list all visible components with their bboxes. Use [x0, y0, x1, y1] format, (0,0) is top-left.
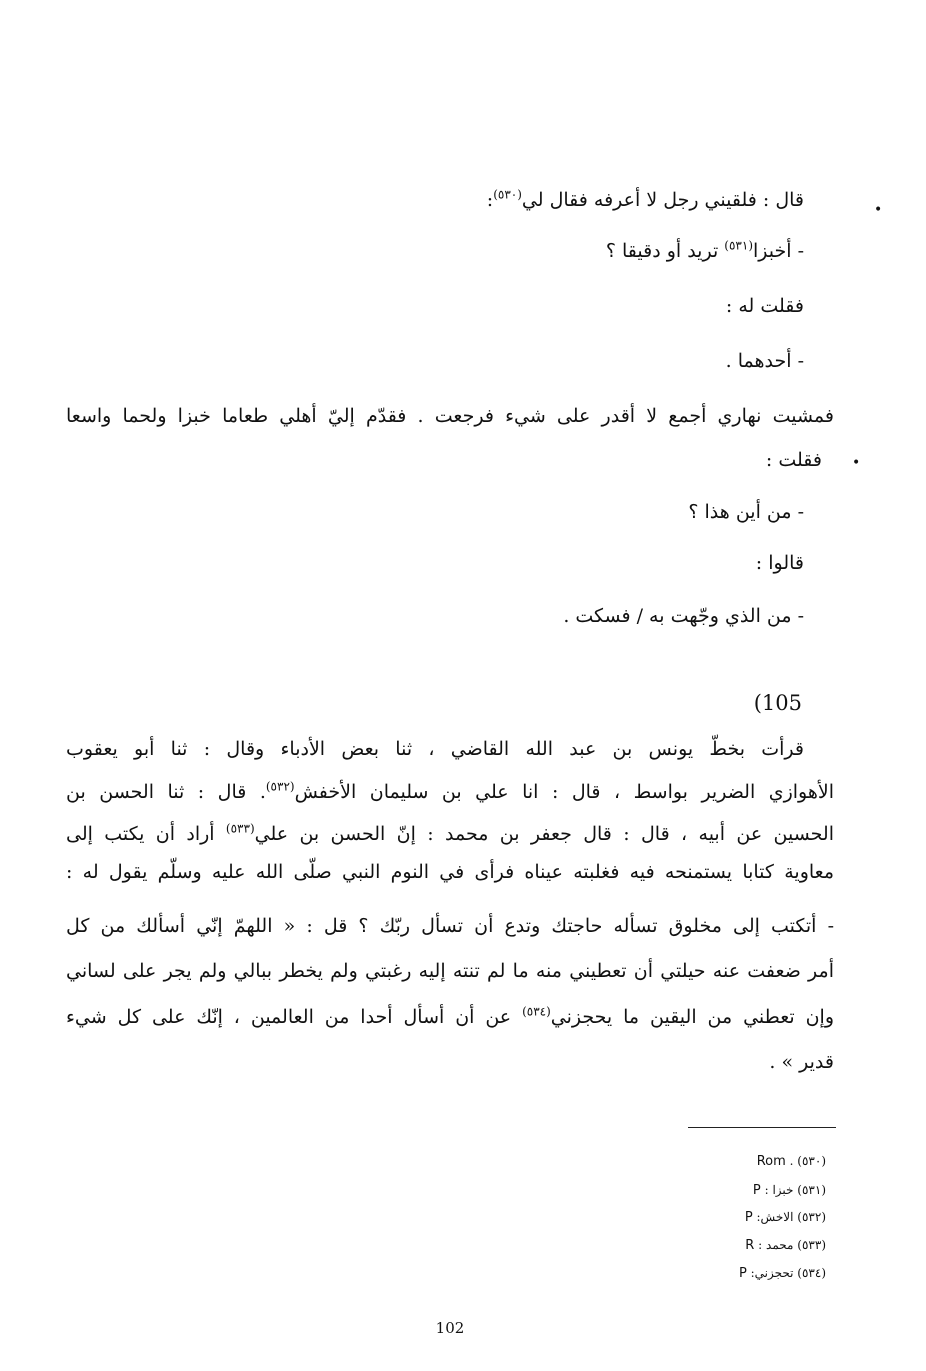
quote-line: [66, 912, 834, 940]
dialogue-line: قالوا :: [755, 552, 804, 574]
line-text: معاوية كتابا يستمنحه فيه فغلبته عيناه فرأى في النوم النبي صلّى الله عليه وسلّم يقول له :: [66, 861, 834, 883]
line-text: الحسين عن أبيه ، قال : قال جعفر بن محمد : إنّ الحسن بن علي: [254, 823, 834, 845]
line-text: أمر ضعفت عنه حيلتي أن تعطيني منه ما لم تنته إليه رغبتي ولم يخطر ببالي ولم يجر على لساني: [66, 960, 834, 982]
footnote-text: محمد :: [758, 1238, 794, 1252]
footnote-source: R: [745, 1238, 755, 1253]
line-text: وإن تعطني من اليقين ما يحجزني: [550, 1006, 834, 1028]
footnote-text: خبزا :: [764, 1183, 794, 1197]
footnote-ref: (٥٣٠): [493, 187, 522, 202]
text-line: [726, 292, 804, 320]
dialogue-line: - من الذي وجّهت به / فسكت .: [563, 605, 804, 627]
line-text: - أتكتب إلى مخلوق تسأله حاجتك وتدع أن تسأل ربّك ؟ قل : « اللهمّ إنّي أسألك من كل: [66, 915, 834, 937]
line-text: قرأت بخطّ يونس بن عبد الله القاضي ، ثنا بعض الأدباء وقال : ثنا أبو يعقوب: [66, 738, 804, 760]
footnote-source: P: [738, 1266, 747, 1281]
line-text: قدير » .: [769, 1051, 834, 1073]
footnote: [739, 1265, 826, 1282]
line-text: أراد أن يكتب إلى: [66, 823, 226, 845]
quote-line: [66, 1003, 834, 1031]
paragraph-line: [66, 735, 804, 763]
line-text: تريد أو دقيقا ؟: [605, 240, 725, 262]
page-number: 102: [435, 1319, 465, 1337]
footnote-source: P: [752, 1183, 761, 1198]
footnote-source: P: [744, 1210, 753, 1225]
paragraph-line: [66, 820, 834, 848]
footnote-number: (٥٣٤): [797, 1266, 826, 1280]
paragraph-line: [66, 858, 834, 886]
footnote-separator: [688, 1127, 836, 1128]
footnote-number: (٥٣١): [797, 1183, 826, 1197]
footnote-ref: (٥٣٣): [225, 821, 255, 836]
footnote: [757, 1153, 826, 1170]
footnote-source: Rom: [756, 1154, 786, 1169]
prose-line: فقلت :: [765, 449, 822, 471]
text-line: [726, 347, 804, 375]
quote-line: [769, 1048, 834, 1076]
line-text: - أخبزا: [753, 240, 804, 262]
line-text: - أحدهما .: [725, 350, 804, 372]
dialogue-line: - من أين هذا ؟: [688, 501, 804, 523]
footnote-text: تحجزني:: [750, 1266, 794, 1280]
text-line: [606, 237, 804, 265]
footnote-number: (٥٣٢): [797, 1210, 826, 1224]
footnote-text: .: [789, 1154, 794, 1168]
line-text: . قال : ثنا الحسن بن: [66, 781, 266, 803]
text-line: [487, 186, 804, 214]
quote-line: [66, 957, 834, 985]
footnote-ref: (٥٣١): [724, 238, 754, 253]
line-text: الأهوازي الضرير بواسط ، قال : انا علي بن سليمان الأخفش: [294, 781, 834, 803]
prose-line: فمشيت نهاري أجمع لا أقدر على شيء فرجعت . فقدّم إليّ أهلي طعاما خبزا ولحما واسعا: [66, 405, 834, 427]
line-text: عن أن أسأل أحدا من العالمين ، إنّك على كل شيء: [66, 1006, 523, 1028]
footnote: [745, 1237, 826, 1254]
footnote-text: الاخش:: [756, 1210, 794, 1224]
footnote-number: (٥٣٠): [797, 1154, 826, 1168]
footnote-number: (٥٣٣): [797, 1238, 826, 1252]
footnote-ref: (٥٣٤): [522, 1004, 551, 1019]
footnote: [745, 1209, 826, 1226]
paragraph-line: [66, 778, 834, 806]
margin-bullet: •: [852, 455, 861, 471]
line-text: فقلت له :: [725, 295, 804, 317]
line-text: :: [486, 189, 494, 211]
line-text: قال : فلقيني رجل لا أعرفه فقال لي: [521, 189, 804, 211]
footnote: [753, 1182, 826, 1199]
section-number: (105: [753, 691, 802, 715]
footnote-ref: (٥٣٢): [265, 779, 295, 794]
margin-bullet: •: [874, 202, 883, 218]
